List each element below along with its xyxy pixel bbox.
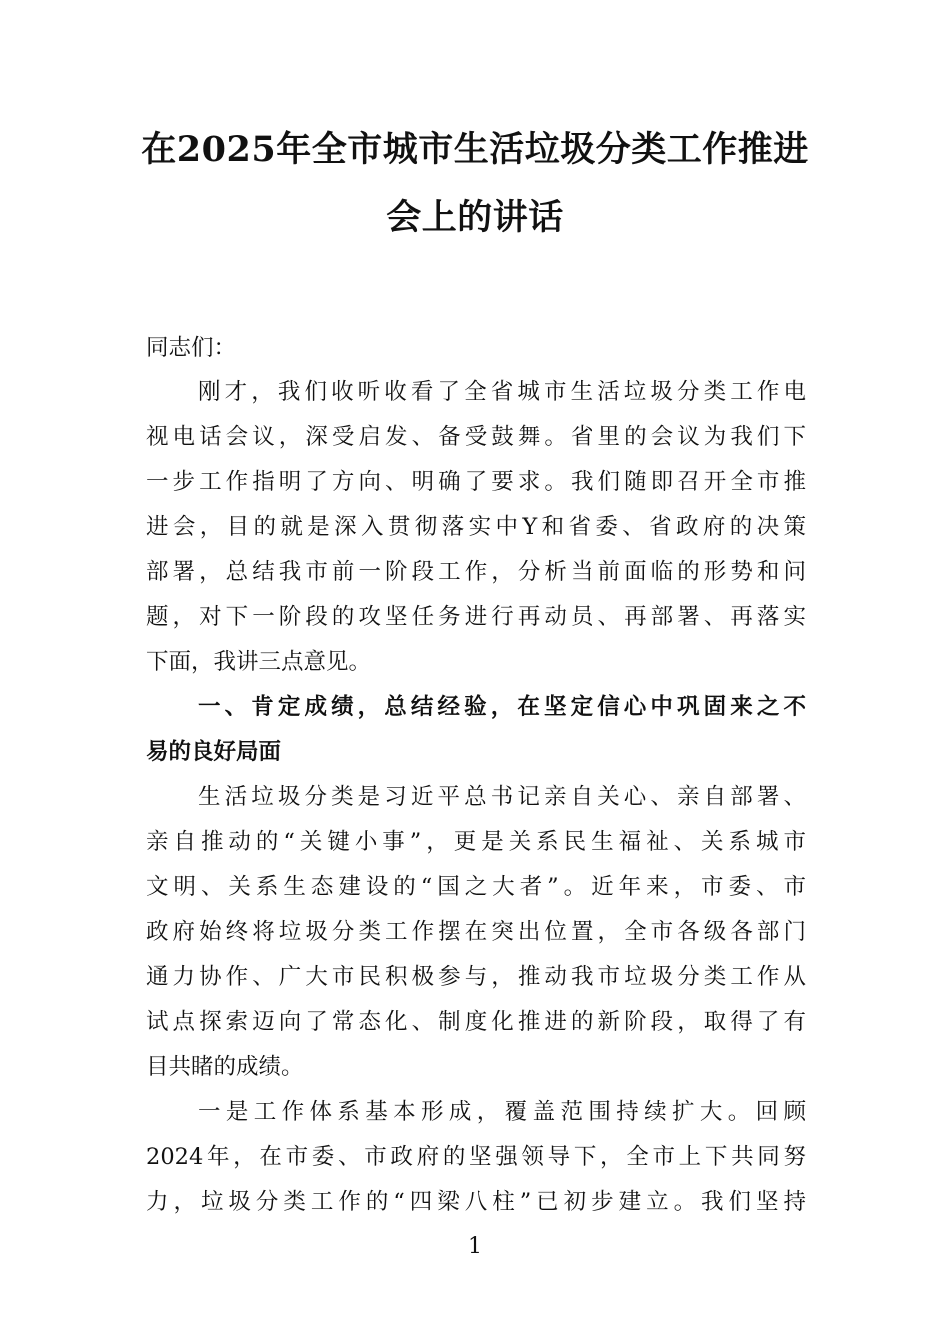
body-line: 政府始终将垃圾分类工作摆在突出位置，全市各级各部门 xyxy=(146,919,806,945)
body-line: 2024年，在市委、市政府的坚强领导下，全市上下共同努 xyxy=(146,1144,806,1170)
body-line: 题，对下一阶段的攻坚任务进行再动员、再部署、再落实 xyxy=(146,604,806,630)
body-line: 通力协作、广大市民积极参与，推动我市垃圾分类工作从 xyxy=(146,964,806,990)
body-line: 生活垃圾分类是习近平总书记亲自关心、亲自部署、 xyxy=(198,784,806,810)
body-line: 试点探索迈向了常态化、制度化推进的新阶段，取得了有 xyxy=(146,1009,806,1035)
body-line: 亲自推动的“关键小事”，更是关系民生福祉、关系城市 xyxy=(146,829,806,855)
body-line: 文明、关系生态建设的“国之大者”。近年来，市委、市 xyxy=(146,874,806,900)
body-line: 一是工作体系基本形成，覆盖范围持续扩大。回顾 xyxy=(198,1099,806,1125)
body-line: 力，垃圾分类工作的“四梁八柱”已初步建立。我们坚持 xyxy=(146,1189,806,1215)
body-line: 进会，目的就是深入贯彻落实中Y和省委、省政府的决策 xyxy=(146,514,806,540)
section-heading-line: 一、肯定成绩，总结经验，在坚定信心中巩固来之不 xyxy=(198,694,806,720)
body-line: 下面，我讲三点意见。 xyxy=(146,649,372,675)
body-line: 目共睹的成绩。 xyxy=(146,1054,304,1080)
section-heading-line: 易的良好局面 xyxy=(146,739,282,765)
body-line: 一步工作指明了方向、明确了要求。我们随即召开全市推 xyxy=(146,469,806,495)
document-title-line-1: 在2025年全市城市生活垃圾分类工作推进 xyxy=(141,129,809,170)
salutation: 同志们： xyxy=(146,335,237,361)
body-line: 视电话会议，深受启发、备受鼓舞。省里的会议为我们下 xyxy=(146,424,806,450)
body-line: 刚才，我们收听收看了全省城市生活垃圾分类工作电 xyxy=(198,379,806,405)
body-line: 部署，总结我市前一阶段工作，分析当前面临的形势和问 xyxy=(146,559,806,585)
document-title-line-2: 会上的讲话 xyxy=(386,197,564,238)
page-number: 1 xyxy=(468,1234,482,1259)
